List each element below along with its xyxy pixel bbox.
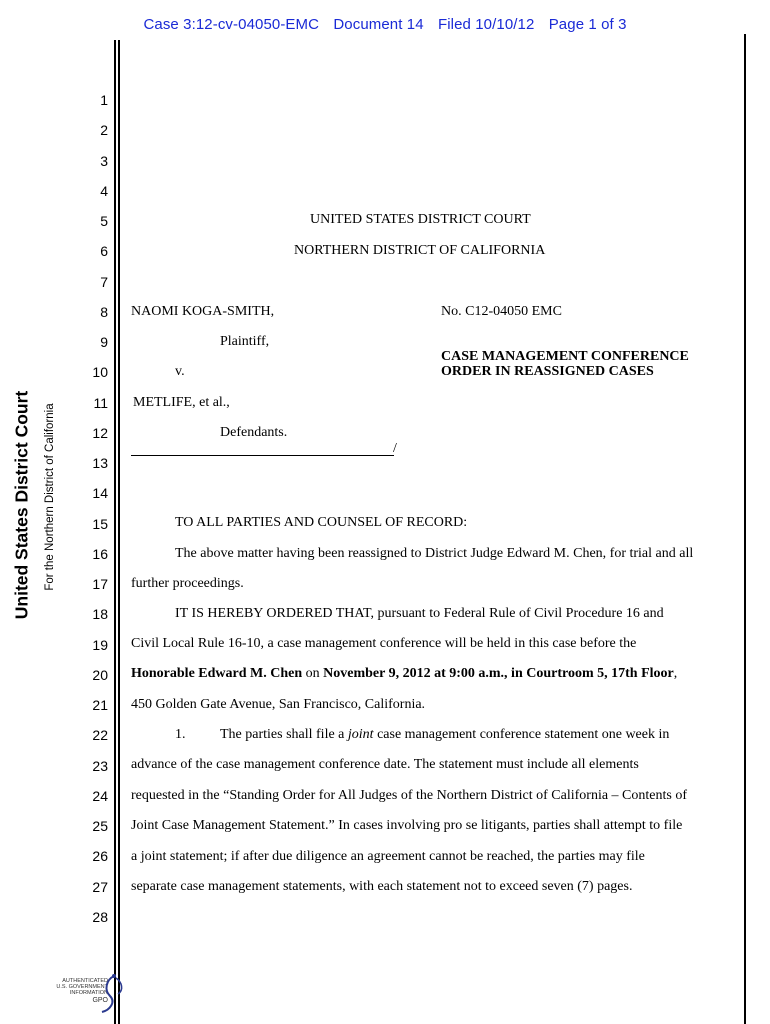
seal-line-2: U.S. GOVERNMENT xyxy=(56,984,108,990)
order-title-line-2: ORDER IN REASSIGNED CASES xyxy=(441,364,654,379)
line-number: 15 xyxy=(92,515,108,532)
seal-line-3: INFORMATION xyxy=(69,990,108,996)
salutation: TO ALL PARTIES AND COUNSEL OF RECORD: xyxy=(175,515,468,530)
side-court-label: United States District Court xyxy=(11,390,32,620)
item-1-number: 1. xyxy=(175,727,186,742)
line-number: 14 xyxy=(92,485,108,502)
line-number: 3 xyxy=(100,152,108,169)
line-number: 23 xyxy=(92,757,108,774)
item-1-post: case management conference statement one week in xyxy=(373,727,670,742)
item-1-line-4: Joint Case Management Statement.” In cases involving pro se litigants, parties shall attempt to file xyxy=(131,818,683,833)
plaintiff-role: Plaintiff, xyxy=(220,334,270,349)
line-number: 9 xyxy=(100,334,108,350)
paragraph-1-line-2: further proceedings. xyxy=(131,576,244,591)
item-1-line-2: advance of the case management conference date. The statement must include all elements xyxy=(131,757,639,772)
on-word: on xyxy=(302,666,324,681)
district-name: NORTHERN DISTRICT OF CALIFORNIA xyxy=(294,243,546,258)
plaintiff-name: NAOMI KOGA-SMITH, xyxy=(131,304,275,319)
defendant-name: METLIFE, et al., xyxy=(133,395,230,410)
side-district-label: For the Northern District of California xyxy=(44,403,56,591)
filed-date: Filed 10/10/12 xyxy=(437,16,535,33)
paragraph-2-line-1: IT IS HEREBY ORDERED THAT, pursuant to Federal Rule of Civil Procedure 16 and xyxy=(175,606,664,621)
line-number: 21 xyxy=(92,697,108,713)
court-name: UNITED STATES DISTRICT COURT xyxy=(310,212,531,227)
line-number: 13 xyxy=(92,455,108,471)
line-number: 2 xyxy=(100,122,108,139)
line-number: 28 xyxy=(92,908,108,925)
line-number: 18 xyxy=(92,606,108,623)
left-margin-rule-1 xyxy=(114,40,116,1024)
item-1-pre: The parties shall file a xyxy=(220,727,348,742)
line-number: 4 xyxy=(100,182,108,199)
defendant-role: Defendants. xyxy=(220,425,288,440)
line-number: 7 xyxy=(100,273,108,290)
line-number: 20 xyxy=(92,666,108,683)
document-number: Document 14 xyxy=(333,16,424,33)
line-number: 1 xyxy=(100,92,108,108)
conference-datetime: November 9, 2012 at 9:00 a.m., in Courtroom 5, 17th Floor xyxy=(323,666,674,681)
line-number: 11 xyxy=(93,394,108,411)
right-margin-rule xyxy=(744,34,746,1024)
line-number: 16 xyxy=(92,545,108,562)
line-number: 12 xyxy=(92,424,108,441)
judge-name: Honorable Edward M. Chen xyxy=(131,666,303,681)
line-number: 6 xyxy=(100,243,108,260)
paragraph-2-line-4: 450 Golden Gate Avenue, San Francisco, California. xyxy=(131,697,426,712)
item-1-line-5: a joint statement; if after due diligence an agreement cannot be reached, the parties may file xyxy=(131,849,645,864)
versus: v. xyxy=(175,364,185,379)
case-header xyxy=(0,16,770,33)
paragraph-2-line-3 xyxy=(131,666,677,682)
page-indicator: Page 1 of 3 xyxy=(548,16,627,33)
comma: , xyxy=(673,666,678,681)
order-title-line-1: CASE MANAGEMENT CONFERENCE xyxy=(441,349,689,364)
item-1-joint: joint xyxy=(347,727,374,742)
left-margin-rule-2 xyxy=(118,40,120,1024)
case-number: Case 3:12-cv-04050-EMC xyxy=(143,16,320,33)
line-number: 25 xyxy=(92,818,108,834)
line-number: 24 xyxy=(92,787,108,804)
line-number: 26 xyxy=(92,848,108,865)
gpo-eagle-icon xyxy=(96,972,130,1016)
line-number: 10 xyxy=(92,364,108,381)
paragraph-2-line-2: Civil Local Rule 16-10, a case management conference will be held in this case before the xyxy=(131,636,637,651)
line-number: 5 xyxy=(100,213,108,229)
paragraph-1-line-1: The above matter having been reassigned to District Judge Edward M. Chen, for trial and all xyxy=(175,546,694,561)
case-number-caption: No. C12-04050 EMC xyxy=(441,304,562,319)
item-1-line-6: separate case management statements, with each statement not to exceed seven (7) pages. xyxy=(131,879,633,894)
line-number: 27 xyxy=(92,878,108,895)
line-number: 19 xyxy=(92,636,108,653)
line-number: 22 xyxy=(92,727,108,744)
item-1-line-3: requested in the “Standing Order for All Judges of the Northern District of California – Contents of xyxy=(131,788,687,803)
seal-line-1: AUTHENTICATED xyxy=(62,978,108,984)
item-1-line-1 xyxy=(220,727,669,743)
seal-mark: GPO xyxy=(92,997,108,1004)
line-number: 8 xyxy=(100,303,108,320)
caption-slash: / xyxy=(393,441,397,456)
gpo-authentication-seal xyxy=(36,972,136,1016)
line-number: 17 xyxy=(92,576,108,592)
caption-underline xyxy=(131,455,394,456)
